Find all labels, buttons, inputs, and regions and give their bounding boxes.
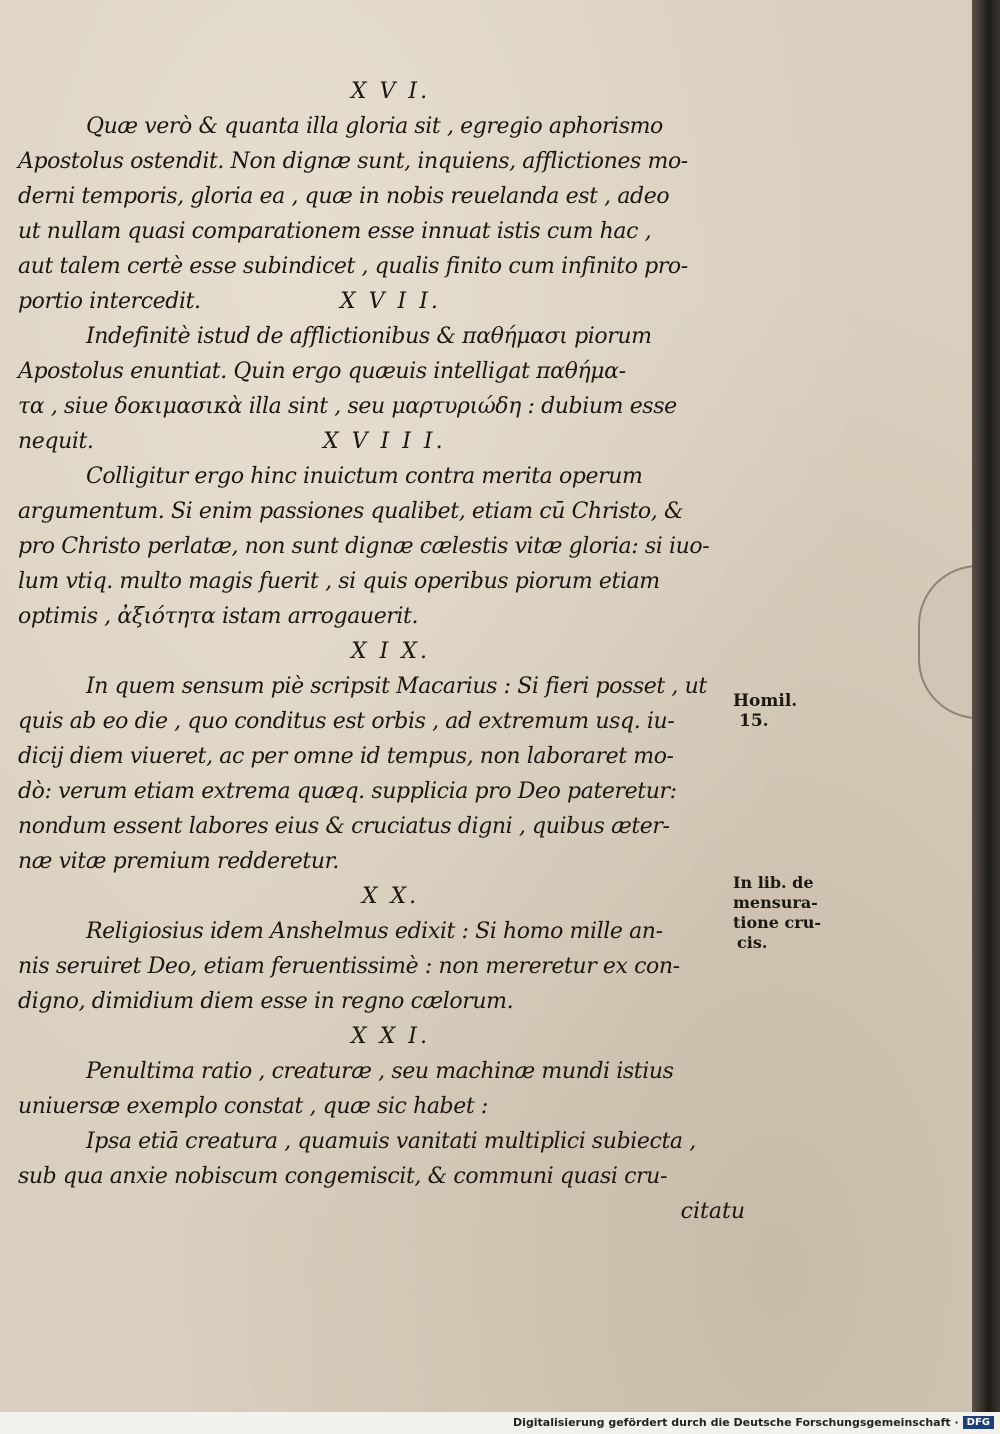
text-line: Apostolus ostendit. Non dignæ sunt, inquiens, afflictiones mo- — [18, 149, 688, 174]
margin-note-line: mensura- — [733, 893, 818, 912]
margin-note-line: 15. — [739, 711, 769, 731]
margin-note-line: cis. — [737, 933, 768, 952]
text-line: Apostolus enuntiat. Quin ergo quæuis intelligat παθήμα- — [18, 359, 626, 384]
text-line: argumentum. Si enim passiones qualibet, etiam cū Christo, & — [18, 499, 684, 524]
section-heading: X V I I. — [340, 289, 441, 314]
book-edge — [972, 0, 1000, 1412]
text-line: Penultima ratio , creaturæ , seu machinæ mundi istius — [86, 1059, 674, 1084]
text-line: dicij diem viueret, ac per omne id tempus, non laboraret mo- — [18, 744, 674, 769]
text-line: pro Christo perlatæ, non sunt dignæ cælestis vitæ gloria: si iuo- — [18, 534, 710, 559]
section-heading: X V I. — [350, 79, 431, 104]
section-heading: X X I. — [351, 1024, 430, 1049]
text-line: næ vitæ premium redderetur. — [18, 849, 339, 874]
margin-note-homil — [733, 691, 797, 731]
margin-note-line: tione cru- — [733, 913, 821, 932]
text-line: aut talem certè esse subindicet , qualis finito cum infinito pro- — [18, 254, 688, 279]
text-line: In quem sensum piè scripsit Macarius : Si fieri posset , ut — [86, 674, 707, 699]
text-line: Quæ verò & quanta illa gloria sit , egregio aphorismo — [86, 114, 663, 139]
text-line: digno, dimidium diem esse in regno cælorum. — [18, 989, 514, 1014]
text-line: ut nullam quasi comparationem esse innuat istis cum hac , — [18, 219, 652, 244]
text-line: portio intercedit. — [18, 289, 201, 314]
text-line: quis ab eo die , quo conditus est orbis , ad extremum usq. iu- — [18, 709, 675, 734]
footer — [0, 1412, 1000, 1434]
section-heading: X X. — [361, 884, 420, 909]
section-heading: X V I I I. — [323, 429, 446, 454]
catchword: citatu — [680, 1199, 745, 1224]
margin-note-line: In lib. de — [733, 873, 814, 892]
text-line: Indefinitè istud de afflictionibus & παθήμασι piorum — [86, 324, 652, 349]
text-line: lum vtiq. multo magis fuerit , si quis operibus piorum etiam — [18, 569, 660, 594]
text-line: nis seruiret Deo, etiam feruentissimè : non mereretur ex con- — [18, 954, 680, 979]
text-line: nequit. — [18, 429, 94, 454]
text-line: Religiosius idem Anshelmus edixit : Si homo mille an- — [86, 919, 663, 944]
margin-note-line: Homil. — [733, 691, 798, 711]
text-line: Colligitur ergo hinc inuictum contra merita operum — [86, 464, 643, 489]
text-line: dò: verum etiam extrema quæq. supplicia pro Deo pateretur: — [18, 779, 677, 804]
section-heading: X I X. — [351, 639, 430, 664]
text-line: sub qua anxie nobiscum congemiscit, & communi quasi cru- — [18, 1164, 667, 1189]
text-line: optimis , ἀξιότητα istam arrogauerit. — [18, 604, 419, 629]
funding-credit: Digitalisierung gefördert durch die Deutsche Forschungsgemeinschaft · — [512, 1416, 959, 1429]
margin-note-mensura — [733, 873, 821, 953]
text-line: uniuersæ exemplo constat , quæ sic habet : — [18, 1094, 488, 1119]
text-line: derni temporis, gloria ea , quæ in nobis reuelanda est , adeo — [18, 184, 670, 209]
dfg-logo: DFG — [963, 1416, 994, 1429]
text-line: nondum essent labores eius & cruciatus digni , quibus æter- — [18, 814, 670, 839]
text-line-with-heading — [18, 424, 763, 459]
body-text — [18, 74, 763, 1229]
text-line: Ipsa etiā creatura , quamuis vanitati multiplici subiecta , — [86, 1129, 696, 1154]
text-line: τα , siue δοκιμασικὰ illa sint , seu μαρτυριώδη : dubium esse — [18, 394, 677, 419]
text-line-with-heading — [18, 284, 763, 319]
